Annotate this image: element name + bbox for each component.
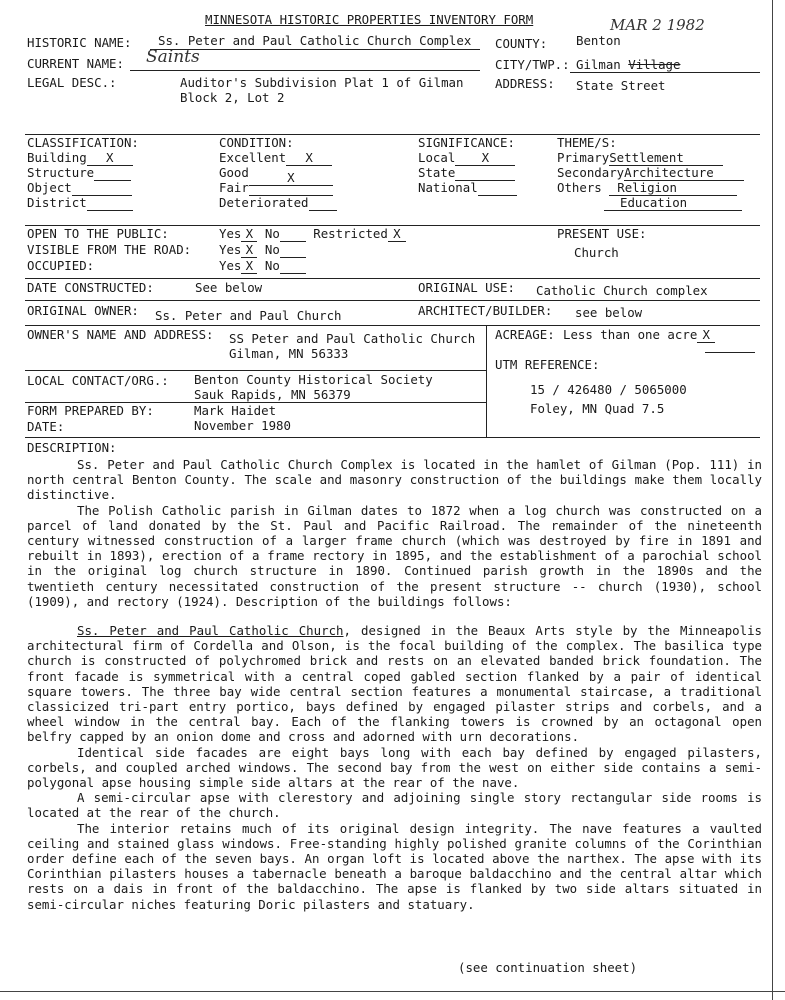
theme-others-2: Education (604, 196, 742, 211)
historic-name-value: Ss. Peter and Paul Catholic Church Complex (158, 33, 472, 48)
local-contact-line1: Benton County Historical Society (194, 372, 433, 387)
condition-header: CONDITION: (219, 135, 294, 150)
county-label: COUNTY: (495, 36, 548, 51)
occupied-yes-no: Yes X No (219, 259, 306, 274)
visible-from-road-label: VISIBLE FROM THE ROAD: (27, 242, 192, 257)
visible-yes-no: Yes X No (219, 243, 306, 258)
significance-header: SIGNIFICANCE: (418, 135, 515, 150)
condition-fair: Fair (219, 181, 333, 196)
prepared-by-value: Mark Haidet (194, 403, 277, 418)
occupied-label: OCCUPIED: (27, 258, 95, 273)
date-constructed-label: DATE CONSTRUCTED: (27, 280, 154, 295)
owner-label: OWNER'S NAME AND ADDRESS: (27, 327, 214, 342)
original-use-value: Catholic Church complex (536, 283, 708, 298)
architect-value: see below (575, 305, 643, 320)
original-use-label: ORIGINAL USE: (418, 280, 515, 295)
description-paragraph-3: Ss. Peter and Paul Catholic Church, designed in the Beaux Arts style by the Minneapolis architectural firm of Cordella and Olson, is the focal building of the complex. The basilica type church is constructed of polychromed brick and rests on an elevated banded brick foundation. The front facade is symmetrical with a central coped gabled section flanked by a pair of identical square towers. The three bay wide central section features a monumental staircase, a traditional classicized tri-part entry portico, bays defined by engaged pilaster strips and corbels, and a wheel window in the central bay. Each of the flanking towers is crowned by an octagonal open belfry capped by an onion dome and cross and adorned with urn decorations. (27, 623, 763, 745)
condition-deteriorated: Deteriorated (219, 196, 337, 211)
significance-local: Local X (418, 151, 515, 166)
utm-value: 15 / 426480 / 5065000 (530, 382, 687, 397)
classification-structure: Structure (27, 166, 131, 181)
local-contact-label: LOCAL CONTACT/ORG.: (27, 373, 169, 388)
historic-name-label: HISTORIC NAME: (27, 35, 132, 50)
city-value: Gilman Village (576, 57, 681, 72)
city-rule (570, 72, 760, 73)
description-paragraph-5: A semi-circular apse with clerestory and adjoining single story rectangular side rooms is located at the rear of the church. (27, 790, 762, 821)
county-value: Benton (576, 33, 621, 48)
acreage-label: ACREAGE: (495, 327, 555, 342)
current-name-handwritten: Saints (146, 47, 200, 67)
original-owner-value: Ss. Peter and Paul Church (155, 308, 342, 323)
prepared-by-label: FORM PREPARED BY: (27, 403, 154, 418)
classification-object: Object (27, 181, 132, 196)
classification-building: Building X (27, 151, 133, 166)
address-value: State Street (576, 78, 666, 93)
present-use-value: Church (574, 245, 619, 260)
city-label: CITY/TWP.: (495, 57, 570, 72)
local-contact-line2: Sauk Rapids, MN 56379 (194, 387, 351, 402)
quad-value: Foley, MN Quad 7.5 (530, 401, 665, 416)
church-heading: Ss. Peter and Paul Catholic Church (77, 623, 344, 639)
form-title: MINNESOTA HISTORIC PROPERTIES INVENTORY FORM (205, 12, 534, 27)
description-paragraph-4: Identical side facades are eight bays long with each bay defined by engaged pilasters, corbels, and coupled arched windows. The second bay from the west on either side contains a semi-polygonal apse housing simple side altars at the rear of the nave. (27, 744, 762, 791)
original-owner-label: ORIGINAL OWNER: (27, 303, 139, 318)
classification-district: District (27, 196, 133, 211)
theme-secondary: SecondaryArchitecture (557, 166, 744, 181)
box-divider (486, 325, 487, 437)
address-label: ADDRESS: (495, 76, 555, 91)
current-name-rule (130, 70, 480, 71)
page-bottom-border (0, 991, 785, 992)
theme-primary: PrimarySettlement (557, 151, 723, 166)
classification-header: CLASSIFICATION: (27, 135, 139, 150)
acreage-rule (705, 352, 755, 353)
legal-desc-line2: Block 2, Lot 2 (180, 90, 285, 105)
page-right-border (772, 0, 773, 1000)
significance-state: State (418, 166, 515, 181)
significance-national: National (418, 181, 517, 196)
section-rule-8 (25, 437, 760, 438)
description-paragraph-1: Ss. Peter and Paul Catholic Church Complex is located in the hamlet of Gilman (Pop. 111) in north central Benton County. The scale and masonry construction of the buildings make them locally distinctive. (27, 457, 762, 503)
acreage-value: Less than one acre X (563, 328, 715, 343)
utm-label: UTM REFERENCE: (495, 357, 600, 372)
theme-others: Others Religion (557, 181, 737, 196)
section-rule-4 (25, 300, 760, 301)
theme-header: THEME/S: (557, 135, 617, 150)
received-stamp: MAR 2 1982 (610, 16, 705, 34)
section-rule-6 (25, 370, 486, 371)
date-constructed-value: See below (195, 280, 263, 295)
legal-desc-label: LEGAL DESC.: (27, 75, 117, 90)
date-value: November 1980 (194, 418, 291, 433)
continuation-note: (see continuation sheet) (458, 960, 638, 975)
description-paragraph-6: The interior retains much of its original design integrity. The nave features a vaulted ceiling and stained glass windows. Free-standing highly polished granite columns of the Corinthian order define each of the seven bays. An organ loft is located above the narthex. The apse with its Corinthian pilasters houses a tabernacle beneath a baroque baldacchino and the central altar which rests on a dais in front of the baldacchino. The apse is flanked by two side altars situated in semi-circular niches featuring Doric pilasters and statuary. (27, 820, 762, 912)
present-use-label: PRESENT USE: (557, 226, 647, 241)
owner-line2: Gilman, MN 56333 (229, 346, 349, 361)
condition-good: Good X (219, 166, 333, 181)
condition-excellent: Excellent X (219, 151, 332, 166)
description-paragraph-2: The Polish Catholic parish in Gilman dates to 1872 when a log church was constructed on a parcel of land donated by the St. Paul and Pacific Railroad. The remainder of the nineteenth century witnessed construction of a larger frame church (which was destroyed by fire in 1891 and rebuilt in 1893), erection of a frame rectory in 1895, and the establishment of a parochial school in the original log church structure in 1890. Continued parish growth in the 1890s and the twentieth century necessitated construction of the present structure -- church (1930), school (1909), and rectory (1924). Description of the buildings follows: (27, 502, 762, 609)
legal-desc-line1: Auditor's Subdivision Plat 1 of Gilman (180, 75, 464, 90)
description-body (27, 457, 762, 912)
owner-line1: SS Peter and Paul Catholic Church (229, 331, 476, 346)
open-to-public-label: OPEN TO THE PUBLIC: (27, 226, 169, 241)
current-name-label: CURRENT NAME: (27, 56, 124, 71)
architect-label: ARCHITECT/BUILDER: (418, 303, 553, 318)
section-rule-3 (25, 278, 760, 279)
open-yes-no: Yes X No Restricted X (219, 227, 406, 242)
section-rule-5 (25, 325, 760, 326)
date-label: DATE: (27, 419, 65, 434)
description-label: DESCRIPTION: (27, 440, 117, 455)
